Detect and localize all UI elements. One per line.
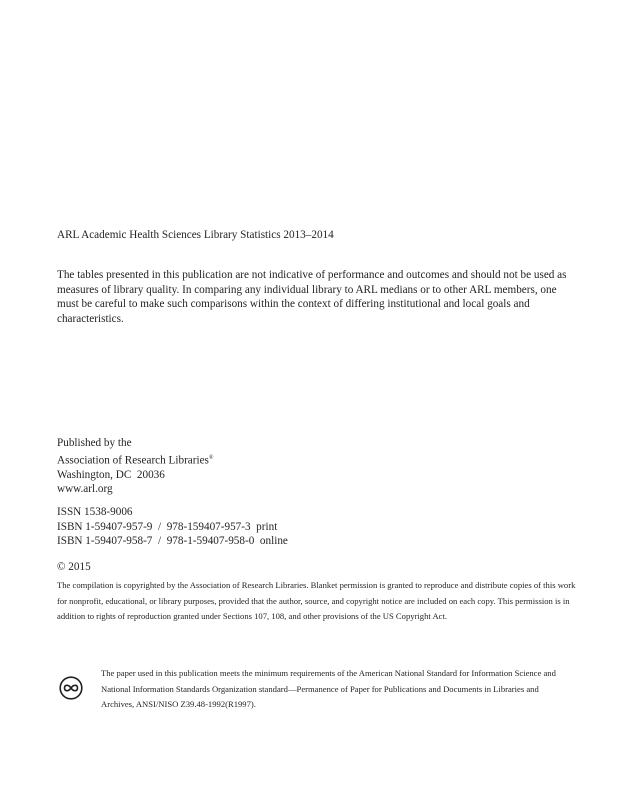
publication-title: ARL Academic Health Sciences Library Statistics 2013–2014 — [57, 229, 334, 241]
publisher-address: Washington, DC 20036 — [57, 468, 165, 481]
disclaimer-paragraph: The tables presented in this publication are not indicative of performance and outcomes and should not be used as measures of library quality. In comparing any individual library to ARL medians or to other ARL members, one must be careful to make such comparisons within the context of differing institutional and local goals and characteristics. — [57, 269, 567, 325]
publisher-name: Association of Research Libraries — [57, 454, 209, 467]
identifiers-block — [57, 505, 288, 549]
issn: ISSN 1538-9006 — [57, 506, 133, 518]
isbn-print: ISBN 1-59407-957-9 / 978-159407-957-3 print — [57, 520, 278, 533]
registered-mark: ® — [208, 454, 214, 461]
publisher-name-line — [57, 451, 213, 468]
infinity-paper-permanence-icon — [59, 676, 83, 700]
copyright-year: © 2015 — [57, 561, 91, 573]
isbn-online: ISBN 1-59407-958-7 / 978-1-59407-958-0 online — [57, 535, 288, 547]
publisher-website: www.arl.org — [57, 483, 113, 496]
publisher-block — [57, 436, 213, 497]
paper-permanence-notice: The paper used in this publication meets the minimum requirements of the American National Standard for Information Science and National Information Standards Organization standard—Permanence of Paper for Publications and Documents in Libraries and Archives, ANSI/NISO Z39.48-1992(R1997). — [101, 668, 556, 709]
publisher-line-1: Published by the — [57, 437, 132, 449]
copyright-text: The compilation is copyrighted by the Association of Research Libraries. Blanket permission is granted to reproduce and distribute copies of this work for nonprofit, educational, or library purposes, provided that the author, source, and copyright notice are included on each copy. This permission is in addition to rights of reproduction granted under Sections 107, 108, and other provisions of the US Copyright Act. — [57, 580, 576, 621]
